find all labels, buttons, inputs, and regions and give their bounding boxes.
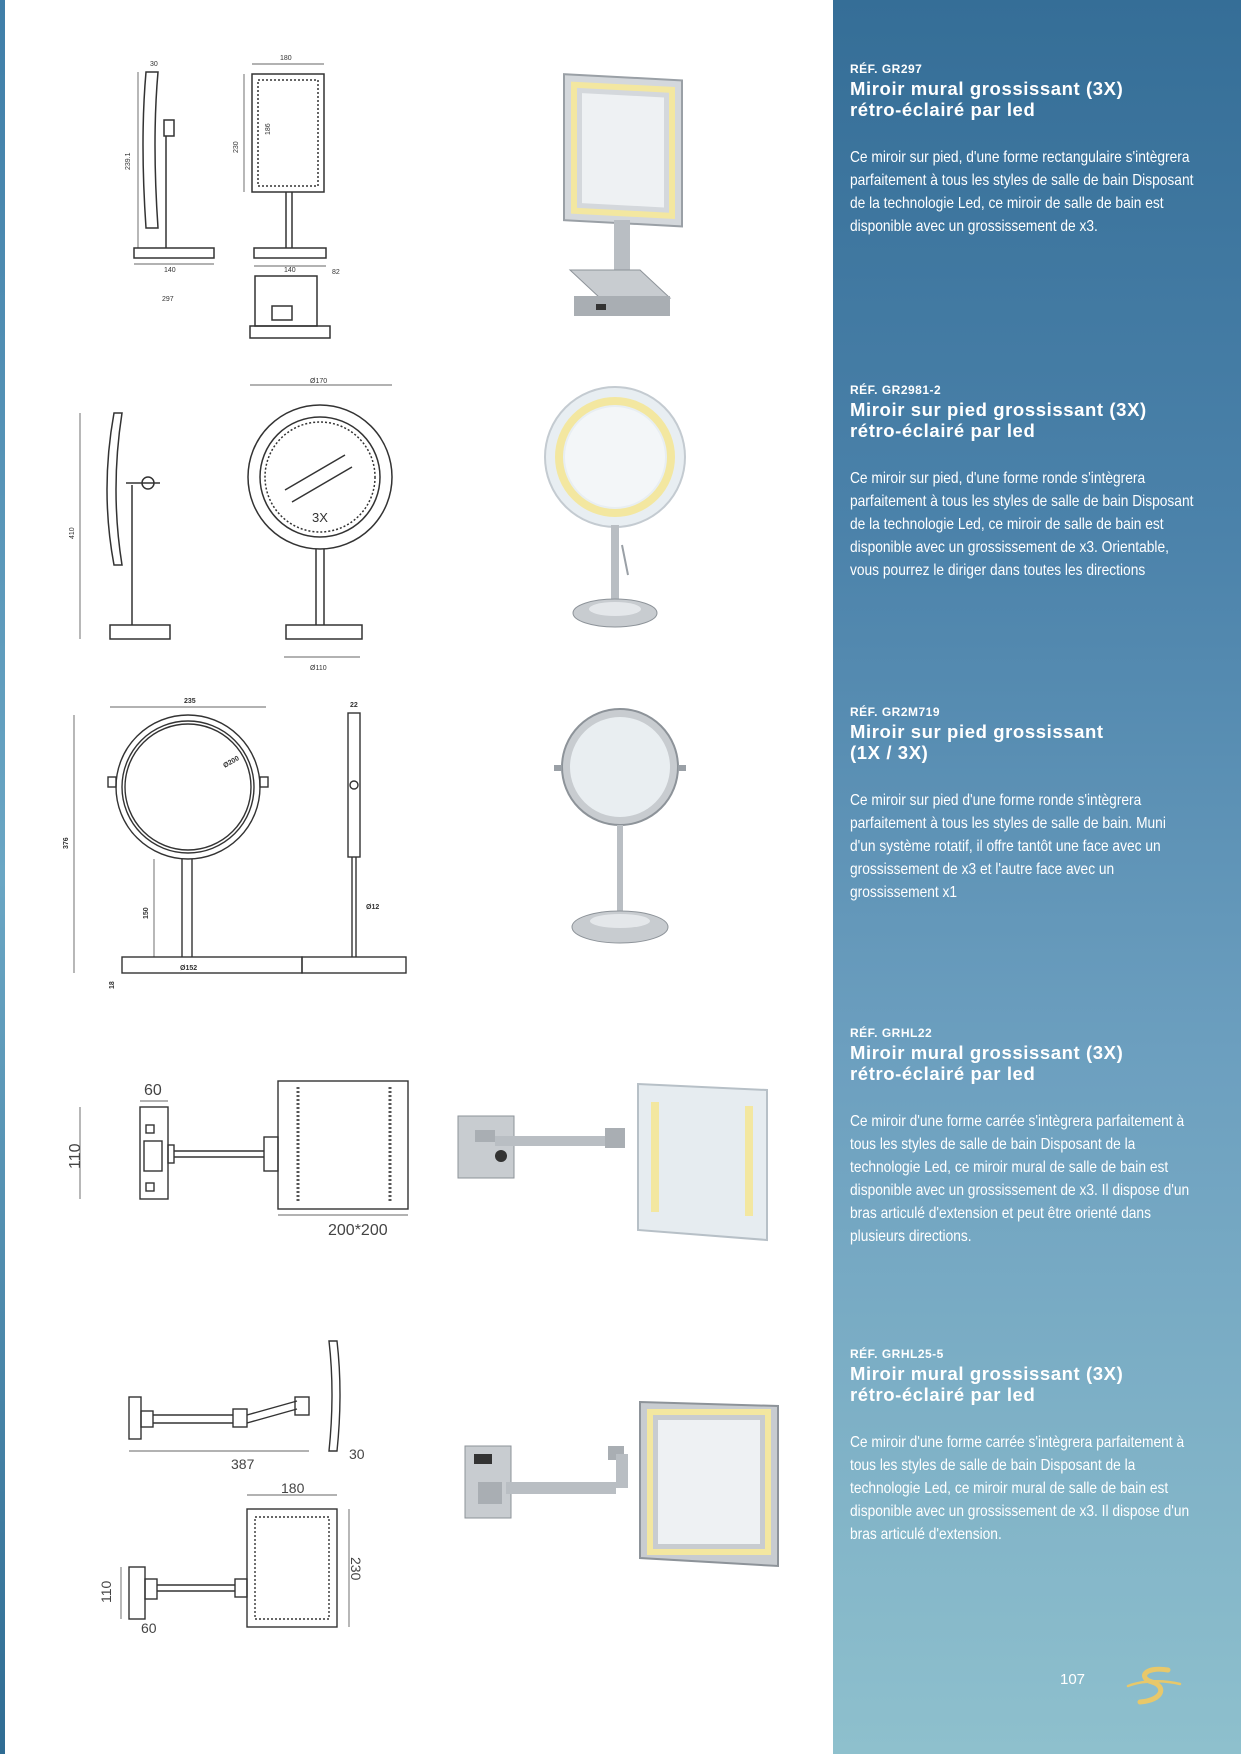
product-ref: RÉF. GR2M719 [850,705,941,719]
product-ref: RÉF. GRHL22 [850,1026,933,1040]
dim-height: 410 [69,527,76,539]
dim-diameter-top: Ø170 [310,378,328,385]
product-photo-gr2m719 [550,705,690,955]
product-ref: RÉF. GR297 [850,62,923,76]
dim-plate-depth: 60 [141,1620,157,1636]
brand-logo-icon [1124,1664,1184,1708]
dim-diameter-base: Ø110 [310,665,327,672]
product-description: Ce miroir sur pied, d'une forme ronde s'intègrera parfaitement à tous les styles de salle de bain Disposant de la technologie Led, ce miroir de salle de bain est disponible avec un grossissement de x3. Orientable, vous pourrez le diriger dans toutes les directions [850,470,1194,579]
drawing-ref: 297 [162,296,174,303]
dim-depth: 22 [350,702,358,709]
left-edge-strip [0,0,5,1754]
product-description: Ce miroir d'une forme carrée s'intègrera parfaitement à tous les styles de salle de bain Disposant de la technologie Led, ce miroir mural de salle de bain est disponible avec un grossissement de x3. Il dispose d'un bras articulé d'extension. [850,1434,1190,1543]
product-title-line2: (1X / 3X) [850,742,929,763]
product-title-line1: Miroir mural grossissant (3X) [850,1042,1124,1063]
dim-height: 110 [67,1143,84,1169]
product-title-line1: Miroir mural grossissant (3X) [850,1363,1124,1384]
product-title-line2: rétro-éclairé par led [850,1063,1036,1084]
dim-mirror-diameter: Ø200 [222,755,241,770]
dim-plate-height: 110 [98,1580,114,1603]
product-title-line1: Miroir mural grossissant (3X) [850,78,1124,99]
product-title-line2: rétro-éclairé par led [850,1384,1036,1405]
dim-mirror-size: 200*200 [328,1222,388,1239]
product-gr297 [850,62,1200,238]
dim-width: 180 [280,55,292,62]
dim-stem: 150 [143,907,150,919]
dim-base-diameter: Ø152 [180,965,198,972]
product-title-line2: rétro-éclairé par led [850,420,1036,441]
product-description: Ce miroir sur pied d'une forme ronde s'intègrera parfaitement à tous les styles de salle de bain. Muni d'un système rotatif, il offre tantôt une face avec un grossissement de x3 et l'autre face avec un grossissement x1 [850,792,1166,901]
product-title-line1: Miroir sur pied grossissant [850,721,1104,742]
product-ref: RÉF. GR2981-2 [850,383,942,397]
dim-inner: 186 [265,123,272,135]
dim-base-2: 140 [284,267,296,274]
dim-depth: 30 [349,1446,365,1462]
dim-depth: 60 [144,1082,162,1099]
dim-stem-diameter: Ø12 [366,904,380,911]
technical-drawing-gr2981 [70,375,400,675]
product-title-line1: Miroir sur pied grossissant (3X) [850,399,1147,420]
product-photo-grhl25 [460,1398,785,1578]
product-photo-gr2981 [540,385,690,645]
technical-drawing-grhl25 [95,1335,395,1635]
dim-height: 376 [63,837,70,849]
product-description: Ce miroir sur pied, d'une forme rectangulaire s'intègrera parfaitement à tous les styles de salle de bain Disposant de la technologie Led, ce miroir de salle de bain est disponible avec un grossissement de x3. [850,149,1194,235]
dim-depth: 30 [150,61,158,68]
dim-mirror-width: 180 [281,1480,305,1496]
dim-arm-length: 387 [231,1456,255,1472]
technical-drawing-grhl22 [60,1075,420,1255]
dim-height: 230 [233,141,240,153]
product-ref: RÉF. GRHL25-5 [850,1347,944,1361]
dim-total: 239.1 [125,152,132,170]
product-grhl22 [850,1026,1200,1248]
dim-base-height: 18 [109,981,116,989]
product-gr2m719 [850,705,1200,904]
product-photo-gr297 [560,70,690,330]
dim-82: 82 [332,269,340,276]
magnification-label: 3X [312,510,328,525]
technical-drawing-gr2m719 [60,695,420,995]
dim-base: 140 [164,267,176,274]
product-title-line2: rétro-éclairé par led [850,99,1036,120]
dim-width: 235 [184,698,196,705]
product-gr2981 [850,383,1200,582]
technical-drawing-gr297 [120,50,360,350]
dim-mirror-height: 230 [348,1557,364,1581]
product-description: Ce miroir d'une forme carrée s'intègrera parfaitement à tous les styles de salle de bain Disposant de la technologie Led, ce miroir mural de salle de bain est disponible avec un grossissement de x3. Il dispose d'un bras articulé d'extension et peut être orienté dans plusieurs directions. [850,1113,1190,1245]
page-number: 107 [1060,1671,1086,1688]
product-grhl25 [850,1347,1200,1546]
product-photo-grhl22 [455,1080,775,1240]
